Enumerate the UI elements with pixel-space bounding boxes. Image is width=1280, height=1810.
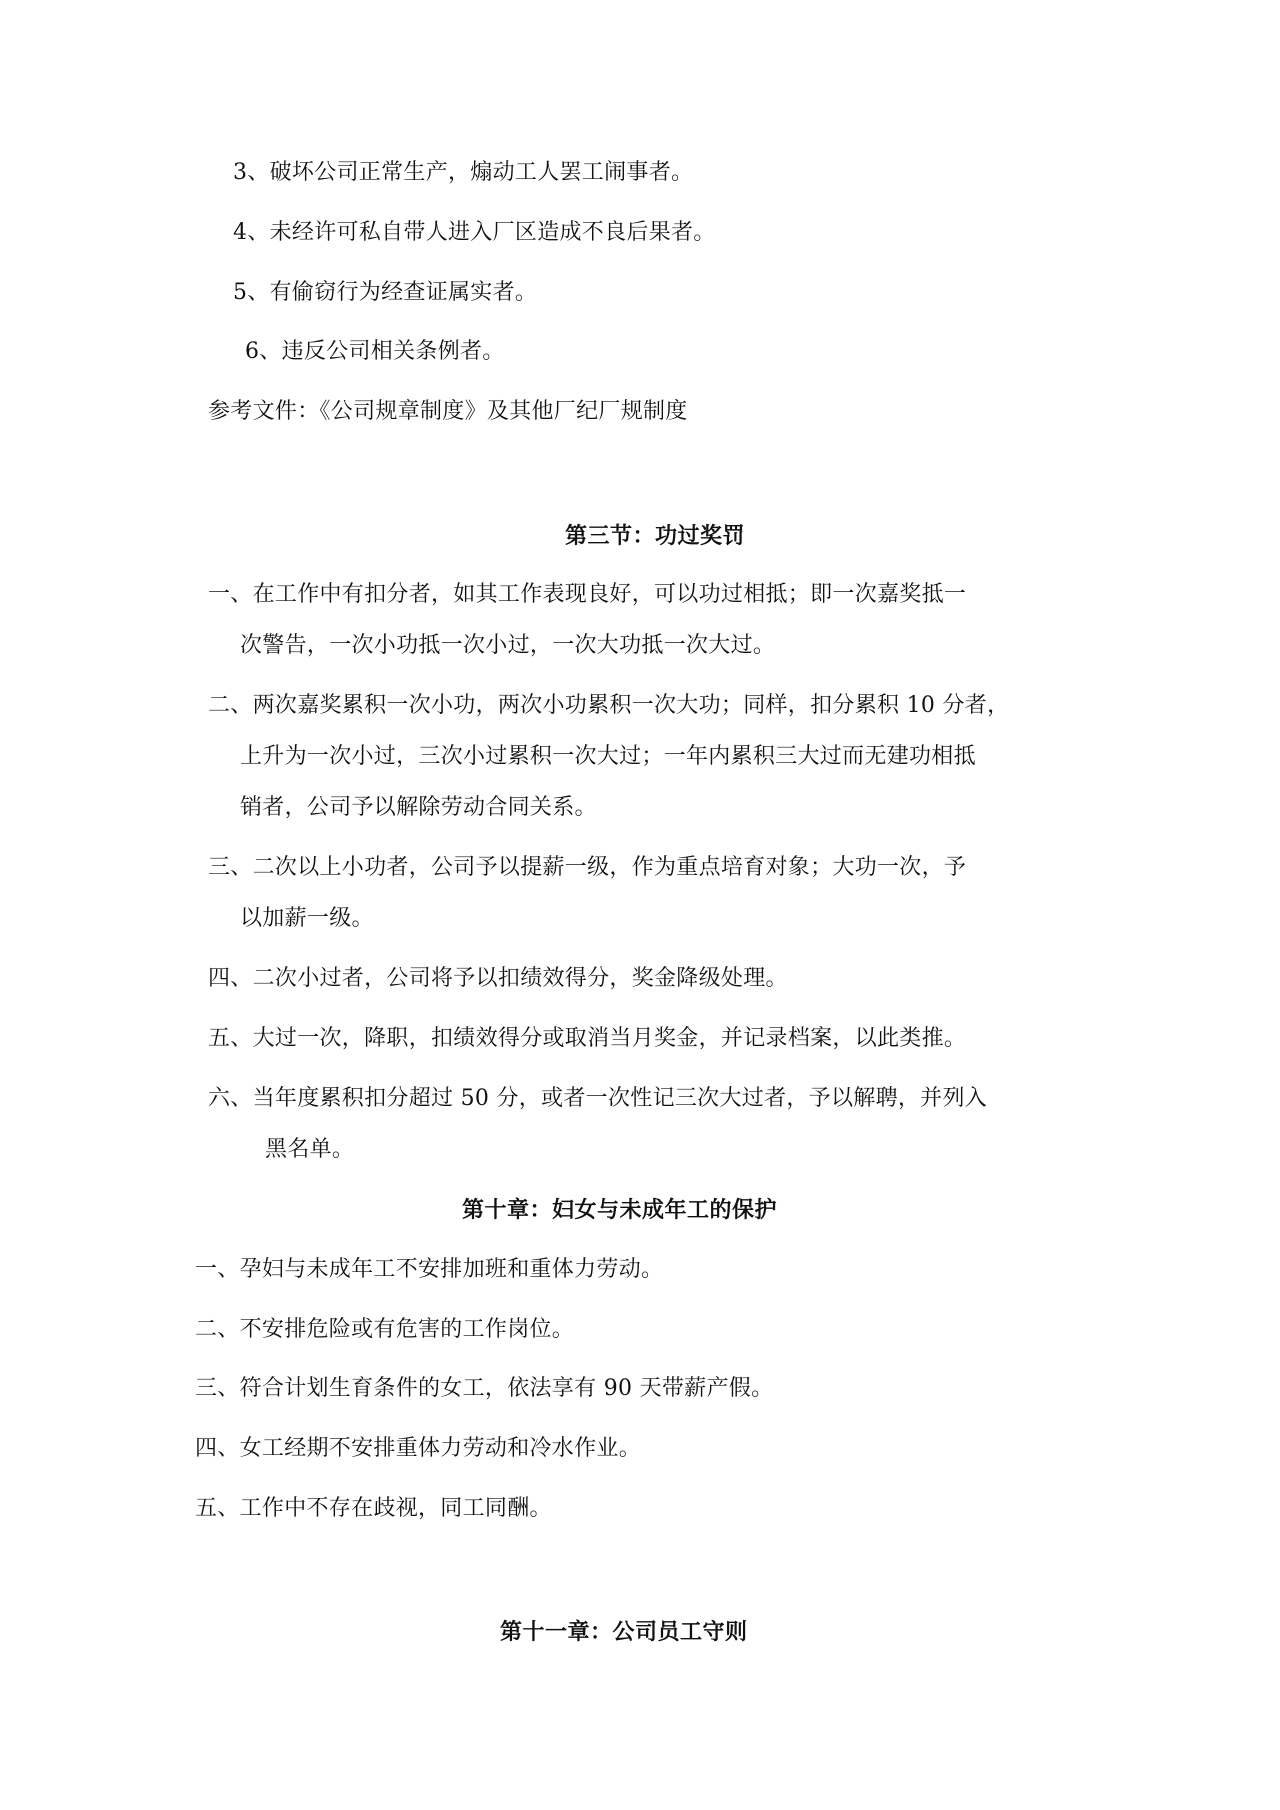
- paragraph-line: 上升为一次小过，三次小过累积一次大过；一年内累积三大过而无建功相抵: [240, 744, 976, 769]
- chapter-title: 第十章：妇女与未成年工的保护: [462, 1198, 778, 1223]
- paragraph-line: 四、二次小过者，公司将予以扣绩效得分，奖金降级处理。: [208, 966, 788, 991]
- list-item: 一、孕妇与未成年工不安排加班和重体力劳动。: [195, 1257, 664, 1282]
- paragraph-line: 黑名单。: [265, 1137, 355, 1162]
- list-item: 五、工作中不存在歧视，同工同酬。: [195, 1496, 552, 1521]
- list-item: 四、女工经期不安排重体力劳动和冷水作业。: [195, 1436, 642, 1461]
- list-item: 二、不安排危险或有危害的工作岗位。: [195, 1317, 575, 1342]
- list-item: 3、破坏公司正常生产，煽动工人罢工闹事者。: [233, 160, 694, 185]
- paragraph-line: 以加薪一级。: [240, 906, 374, 931]
- paragraph-line: 五、大过一次，降职，扣绩效得分或取消当月奖金，并记录档案，以此类推。: [208, 1026, 967, 1051]
- section-title: 第三节：功过奖罚: [565, 524, 746, 549]
- paragraph-line: 一、在工作中有扣分者，如其工作表现良好，可以功过相抵；即一次嘉奖抵一: [208, 582, 967, 607]
- list-item: 三、符合计划生育条件的女工，依法享有 90 天带薪产假。: [195, 1376, 774, 1401]
- list-item: 4、未经许可私自带人进入厂区造成不良后果者。: [233, 220, 716, 245]
- list-item: 6、违反公司相关条例者。: [245, 339, 505, 364]
- reference-line: 参考文件：《公司规章制度》及其他厂纪厂规制度: [208, 399, 688, 424]
- list-item: 5、有偷窃行为经查证属实者。: [233, 280, 538, 305]
- paragraph-line: 六、当年度累积扣分超过 50 分，或者一次性记三次大过者，予以解聘，并列入: [208, 1086, 988, 1111]
- paragraph-line: 二、两次嘉奖累积一次小功，两次小功累积一次大功；同样，扣分累积 10 分者，: [208, 693, 1010, 718]
- paragraph-line: 销者，公司予以解除劳动合同关系。: [240, 795, 597, 820]
- paragraph-line: 三、二次以上小功者，公司予以提薪一级，作为重点培育对象；大功一次，予: [208, 855, 967, 880]
- paragraph-line: 次警告，一次小功抵一次小过，一次大功抵一次大过。: [240, 633, 776, 658]
- chapter-title: 第十一章：公司员工守则: [500, 1620, 748, 1645]
